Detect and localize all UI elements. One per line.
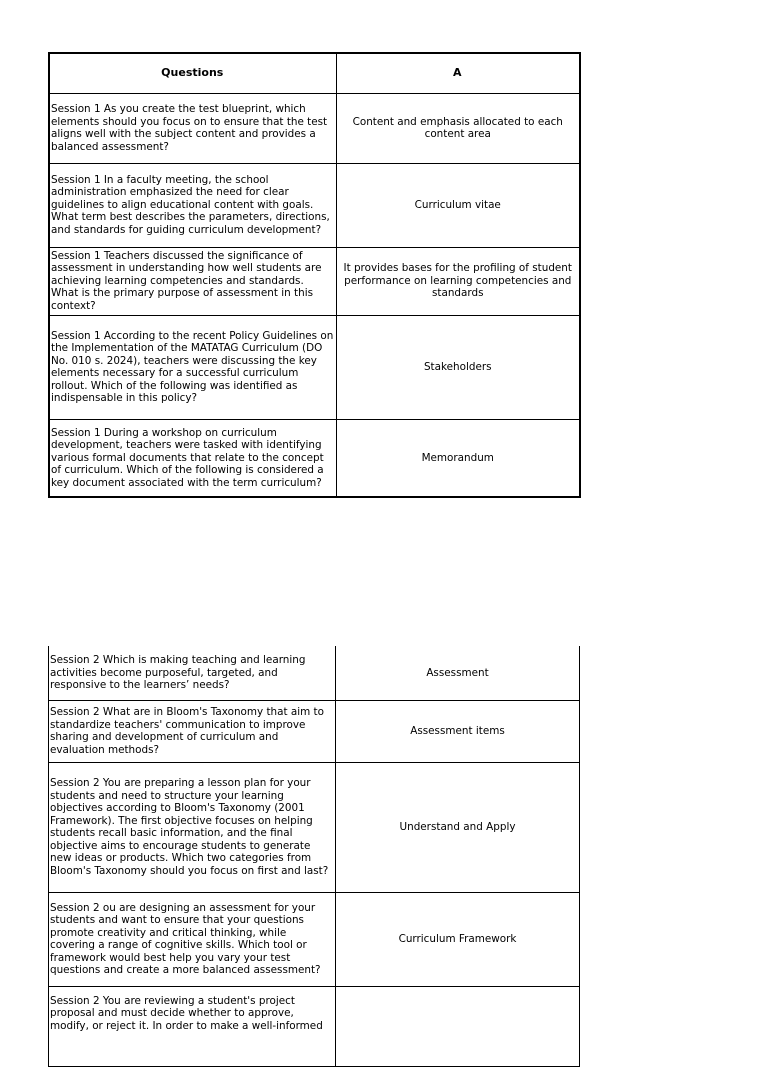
- question-cell: Session 1 As you create the test blueprint, which elements should you focus on to ensure that the test aligns well with the subject content and provides a balanced assessment?: [49, 93, 336, 163]
- question-cell: Session 1 During a workshop on curriculum development, teachers were tasked with identifying various formal documents that relate to the concept of curriculum. Which of the following is considered a key document associated with the term curriculum?: [49, 419, 336, 497]
- answer-cell: Understand and Apply: [336, 762, 580, 892]
- question-cell: Session 2 ou are designing an assessment for your students and want to ensure that your questions promote creativity and critical thinking, while covering a range of cognitive skills. Which tool or framework would best help you vary your test questions and create a more balanced assessment?: [49, 892, 336, 986]
- header-questions: Questions: [49, 53, 336, 93]
- question-cell: Session 1 Teachers discussed the significance of assessment in understanding how well students are achieving learning competencies and standards. What is the primary purpose of assessment in this context?: [49, 247, 336, 315]
- answer-cell: [336, 986, 580, 1066]
- answer-cell: Memorandum: [336, 419, 580, 497]
- answer-cell: Curriculum Framework: [336, 892, 580, 986]
- table-row: [49, 700, 580, 762]
- table-row: [49, 315, 580, 419]
- table-row: [49, 762, 580, 892]
- answer-cell: Stakeholders: [336, 315, 580, 419]
- table-row: [49, 892, 580, 986]
- questions-table-page-2: [48, 646, 580, 1067]
- table-header-row: [49, 53, 580, 93]
- header-answer: A: [336, 53, 580, 93]
- question-cell: Session 1 According to the recent Policy Guidelines on the Implementation of the MATATAG Curriculum (DO No. 010 s. 2024), teachers were discussing the key elements necessary for a successful curriculum rollout. Which of the following was identified as indispensable in this policy?: [49, 315, 336, 419]
- table-row: [49, 986, 580, 1066]
- answer-cell: It provides bases for the profiling of student performance on learning competencies and standards: [336, 247, 580, 315]
- answer-cell: Content and emphasis allocated to each content area: [336, 93, 580, 163]
- table-row: [49, 419, 580, 497]
- answer-cell: Assessment items: [336, 700, 580, 762]
- question-cell: Session 2 Which is making teaching and learning activities become purposeful, targeted, and responsive to the learners’ needs?: [49, 646, 336, 700]
- question-cell: Session 1 In a faculty meeting, the school administration emphasized the need for clear guidelines to align educational content with goals. What term best describes the parameters, directions, and standards for guiding curriculum development?: [49, 163, 336, 247]
- question-cell: Session 2 You are preparing a lesson plan for your students and need to structure your learning objectives according to Bloom's Taxonomy (2001 Framework). The first objective focuses on helping students recall basic information, and the final objective aims to encourage students to generate new ideas or products. Which two categories from Bloom's Taxonomy should you focus on first and last?: [49, 762, 336, 892]
- answer-cell: Curriculum vitae: [336, 163, 580, 247]
- question-cell: Session 2 You are reviewing a student's project proposal and must decide whether to approve, modify, or reject it. In order to make a well-informed: [49, 986, 336, 1066]
- table-row: [49, 646, 580, 700]
- table-row: [49, 247, 580, 315]
- table-row: [49, 93, 580, 163]
- answer-cell: Assessment: [336, 646, 580, 700]
- question-cell: Session 2 What are in Bloom's Taxonomy that aim to standardize teachers' communication to improve sharing and development of curriculum and evaluation methods?: [49, 700, 336, 762]
- table-row: [49, 163, 580, 247]
- questions-table-page-1: [48, 52, 581, 498]
